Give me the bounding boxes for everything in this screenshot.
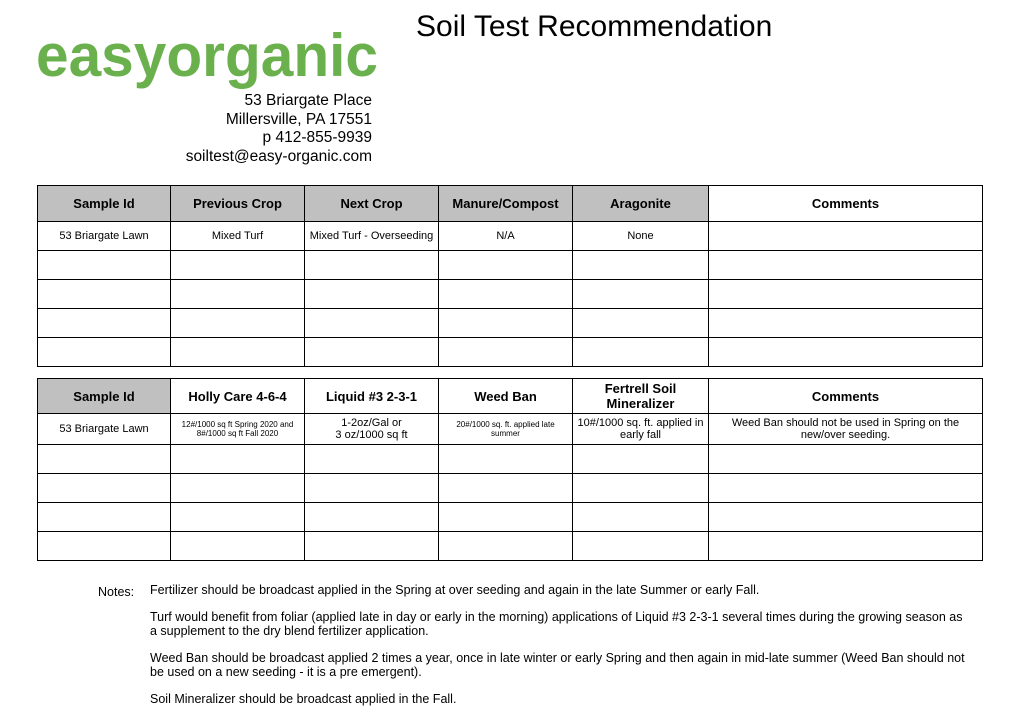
crop-history-table — [37, 185, 983, 367]
col-liquid-3: Liquid #3 2-3-1 — [305, 379, 439, 414]
col-weed-ban: Weed Ban — [439, 379, 573, 414]
col-previous-crop: Previous Crop — [171, 186, 305, 222]
note-item: Fertilizer should be broadcast applied in the Spring at over seeding and again in the late Summer or early Fall. — [150, 583, 760, 597]
table-header-row — [38, 186, 983, 222]
holly-care-line-1: 12#/1000 sq ft Spring 2020 and — [181, 420, 294, 429]
weed-ban-line-2: summer — [491, 429, 520, 438]
notes-list — [150, 583, 965, 719]
col-soil-mineralizer: Fertrell Soil Mineralizer — [573, 379, 709, 414]
table-row-empty — [38, 474, 983, 503]
table-row-empty — [38, 503, 983, 532]
cell-weed-ban — [439, 414, 573, 445]
cell-holly-care — [171, 414, 305, 445]
table-row-empty — [38, 445, 983, 474]
svg-text:easyorganic: easyorganic — [36, 22, 378, 89]
mineralizer-line-1: 10#/1000 sq. ft. applied in — [577, 417, 704, 429]
address-city: Millersville, PA 17551 — [225, 110, 372, 128]
easyorganic-logo — [36, 18, 381, 96]
liquid-line-2: 3 oz/1000 sq ft — [335, 429, 408, 441]
col-sample-id: Sample Id — [38, 186, 171, 222]
col-comments: Comments — [709, 186, 983, 222]
table-row — [38, 222, 983, 251]
company-address — [160, 92, 372, 166]
address-email: soiltest@easy-organic.com — [185, 147, 372, 165]
recommendation-table — [37, 378, 983, 561]
note-item: Turf would benefit from foliar (applied late in day or early in the morning) applications of Liquid #3 2-3-1 several times during the growing season as a supplement to the dry blend fertilizer application. — [150, 610, 963, 638]
cell-soil-mineralizer — [573, 414, 709, 445]
col-holly-care: Holly Care 4-6-4 — [171, 379, 305, 414]
weed-ban-line-1: 20#/1000 sq. ft. applied late — [456, 420, 555, 429]
table-row-empty — [38, 251, 983, 280]
page-title: Soil Test Recommendation — [416, 10, 773, 43]
table-row-empty — [38, 309, 983, 338]
cell-liquid-3 — [305, 414, 439, 445]
address-street: 53 Briargate Place — [244, 92, 372, 109]
col-sample-id: Sample Id — [38, 379, 171, 414]
cell-comments: Weed Ban should not be used in Spring on the new/over seeding. — [709, 414, 983, 445]
mineralizer-line-2: early fall — [620, 429, 661, 441]
table-row-empty — [38, 338, 983, 367]
col-comments: Comments — [709, 379, 983, 414]
notes-label: Notes: — [98, 585, 135, 599]
cell-next-crop: Mixed Turf - Overseeding — [305, 222, 439, 251]
cell-sample-id: 53 Briargate Lawn — [38, 414, 171, 445]
cell-previous-crop: Mixed Turf — [171, 222, 305, 251]
note-item: Soil Mineralizer should be broadcast applied in the Fall. — [150, 692, 457, 706]
table-row-empty — [38, 280, 983, 309]
table-row — [38, 414, 983, 445]
table-header-row — [38, 379, 983, 414]
table-row-empty — [38, 532, 983, 561]
holly-care-line-2: 8#/1000 sq ft Fall 2020 — [196, 429, 279, 438]
cell-sample-id: 53 Briargate Lawn — [38, 222, 171, 251]
cell-aragonite: None — [573, 222, 709, 251]
cell-manure-compost: N/A — [439, 222, 573, 251]
address-phone: p 412-855-9939 — [262, 129, 372, 146]
col-aragonite: Aragonite — [573, 186, 709, 222]
liquid-line-1: 1-2oz/Gal or — [341, 417, 402, 429]
col-next-crop: Next Crop — [305, 186, 439, 222]
col-manure-compost: Manure/Compost — [439, 186, 573, 222]
note-item: Weed Ban should be broadcast applied 2 times a year, once in late winter or early Spring and then again in mid-late summer (Weed Ban should not be used on a new seeding - it is a pre emergent). — [150, 651, 965, 679]
cell-comments — [709, 222, 983, 251]
